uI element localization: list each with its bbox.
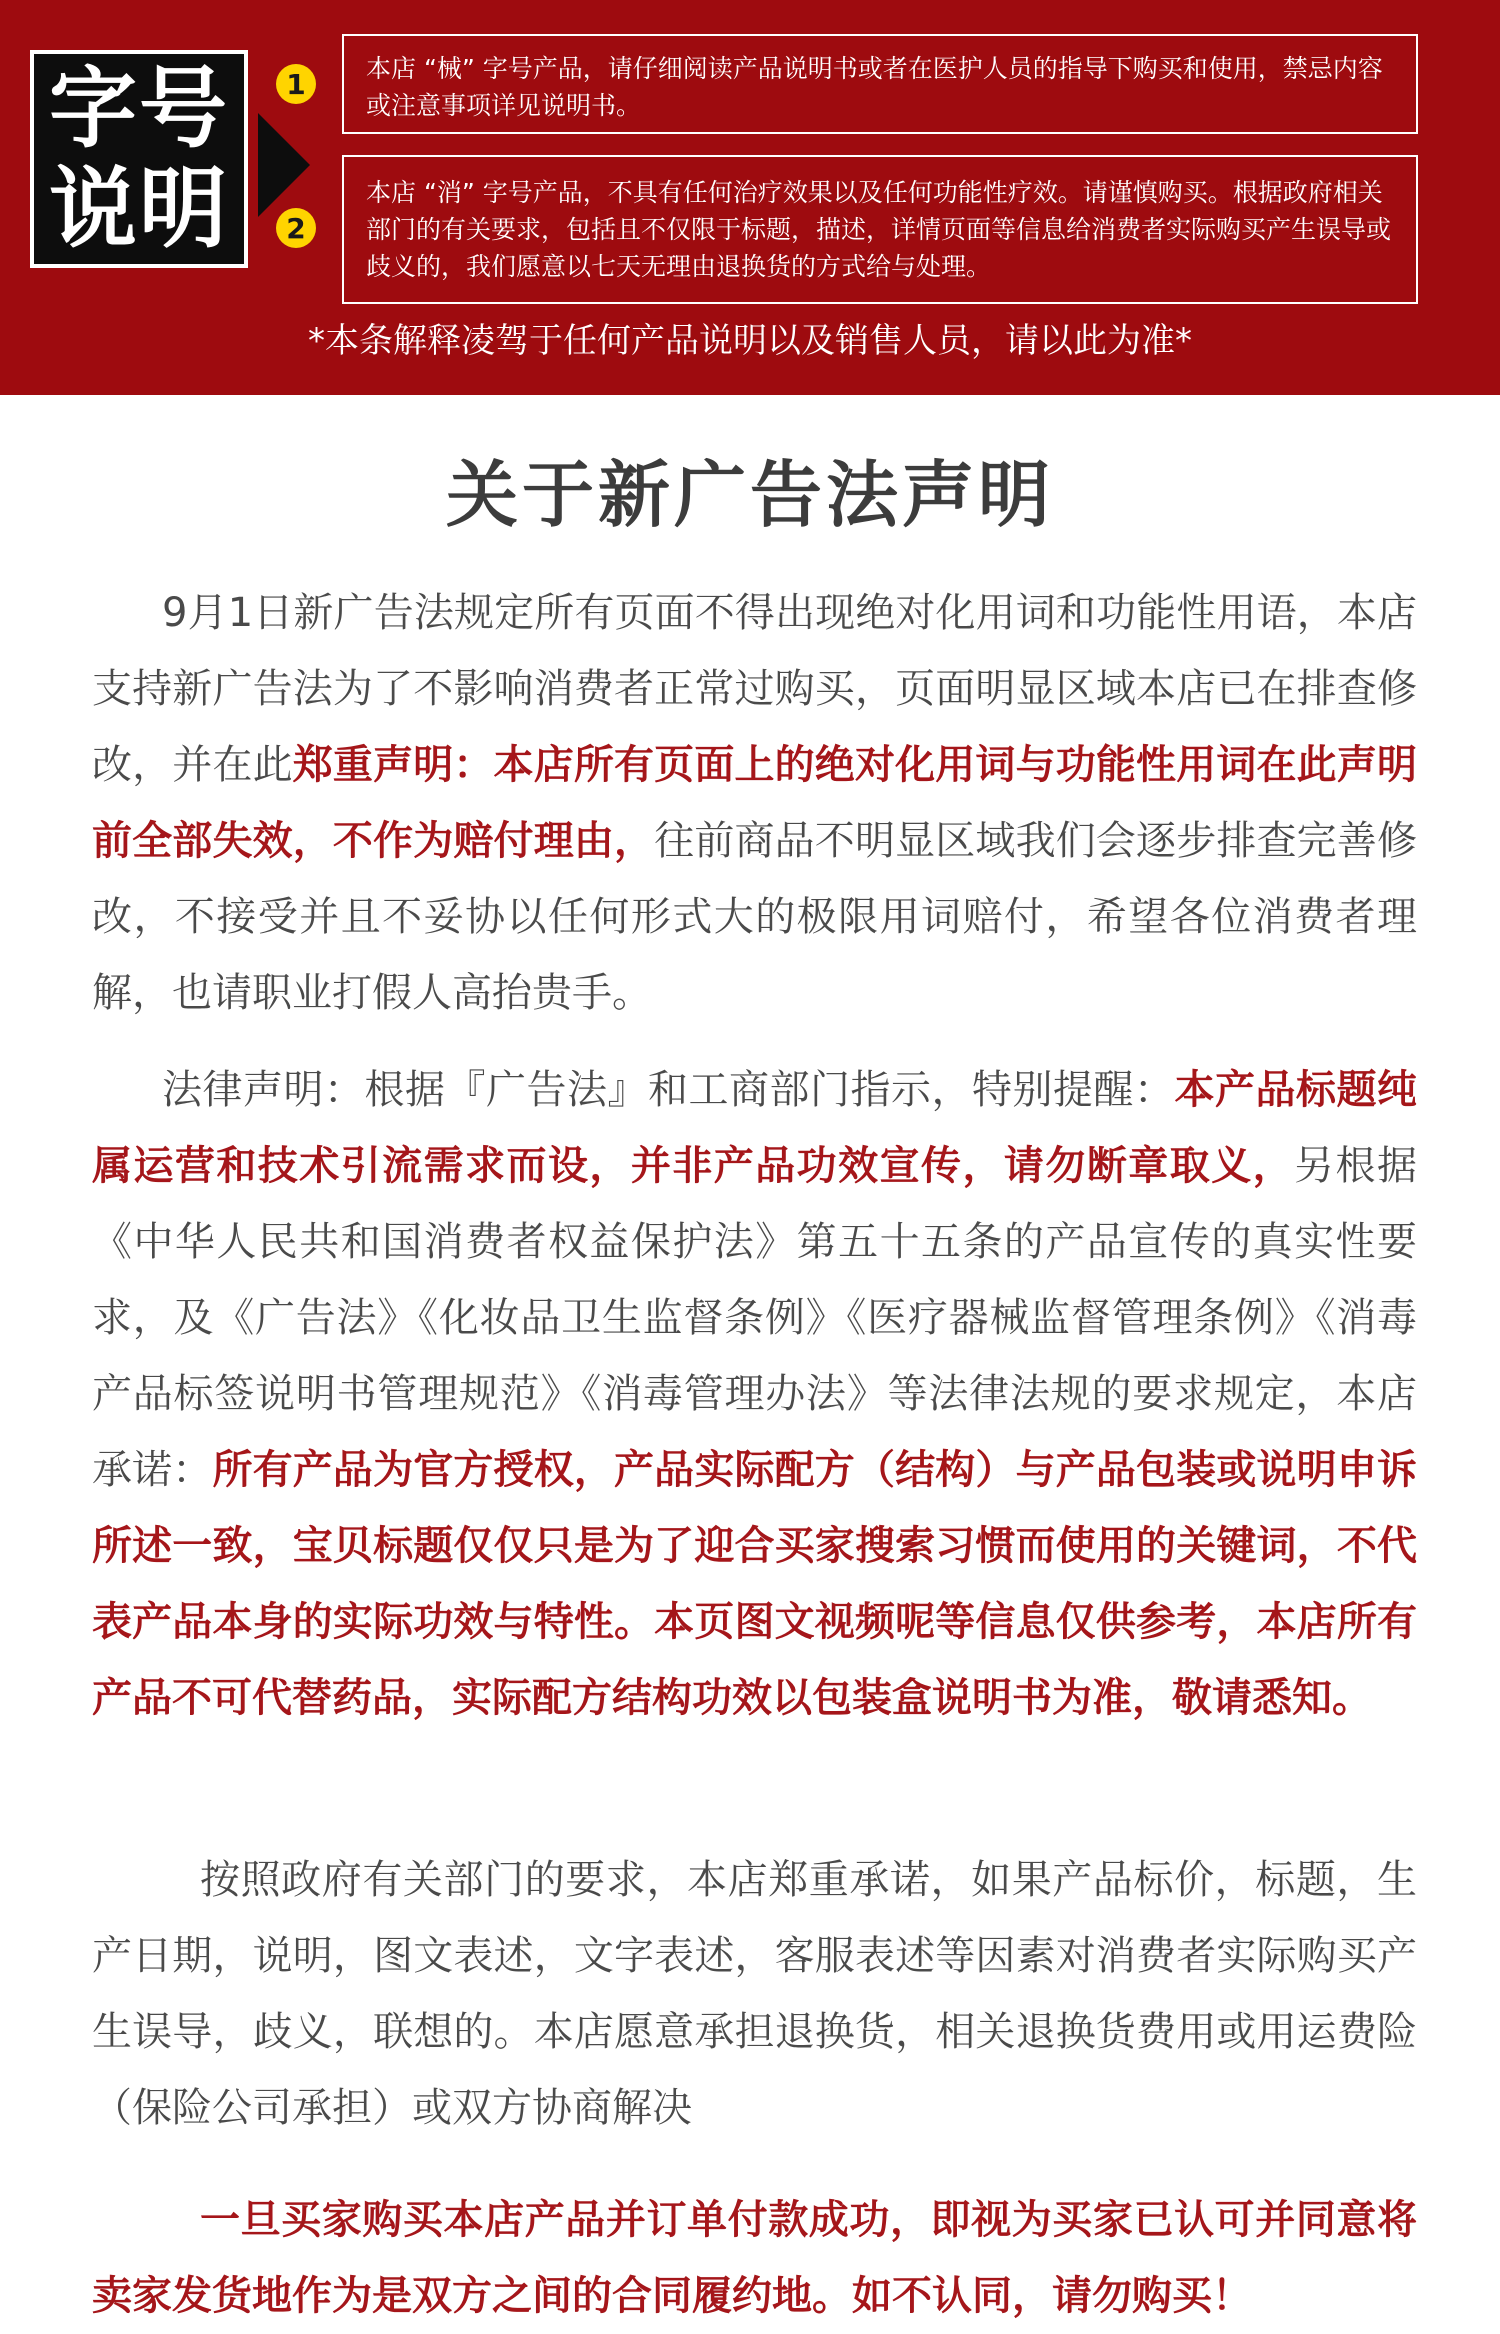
paragraph-1-text-c: 往前商品不明显区域我们会逐步排查完善修改，不接受并且不妥协以任何形式大的极限用词赔付，希望各位消费者理解，也请职业打假人高抬贵手。 bbox=[92, 818, 1417, 1016]
header-footnote: *本条解释凌驾于任何产品说明以及销售人员，请以此为准* bbox=[308, 321, 1192, 361]
paragraph-2-emphasis-2: 所有产品为官方授权，产品实际配方（结构）与产品包装或说明申诉所述一致，宝贝标题仅仅只是为了迎合买家搜索习惯而使用的关键词，不代表产品本身的实际功效与特性。本页图文视频呢等信息仅供参考，本店所有产品不可代替药品，实际配方结构功效以包装盒说明书为准，敬请悉知。 bbox=[92, 1447, 1417, 1721]
paragraph-1-emphasis: 郑重声明：本店所有页面上的绝对化用词与功能性用词在此声明前全部失效，不作为赔付理由， bbox=[92, 742, 1417, 864]
notice-box-1: 本店 “械” 字号产品，请仔细阅读产品说明书或者在医护人员的指导下购买和使用，禁忌内容或注意事项详见说明书。 bbox=[342, 34, 1418, 134]
number-one-icon: 1 bbox=[276, 64, 316, 104]
badge bbox=[30, 50, 248, 268]
paragraph-2 bbox=[92, 1052, 1417, 1736]
badge-line2: 说明 bbox=[48, 157, 229, 260]
paragraph-3: 按照政府有关部门的要求，本店郑重承诺，如果产品标价，标题，生产日期，说明，图文表述，文字表述，客服表述等因素对消费者实际购买产生误导，歧义，联想的。本店愿意承担退换货，相关退换货费用或用运费险（保险公司承担）或双方协商解决 bbox=[92, 1857, 1417, 2131]
paragraph-1-text-a: 9月1日新广告法规定所有页面不得出现绝对化用词和功能性用语，本店支持新广告法为了不影响消费者正常过购买，页面明显区域本店已在排查修改，并在此 bbox=[92, 590, 1417, 788]
page-title: 关于新广告法声明 bbox=[445, 453, 1054, 537]
paragraph-1 bbox=[92, 575, 1417, 1031]
paragraph-2-emphasis-1: 本产品标题纯属运营和技术引流需求而设，并非产品功效宣传，请勿断章取义， bbox=[92, 1067, 1417, 1189]
paragraph-2-text-c: 另根据《中华人民共和国消费者权益保护法》第五十五条的产品宣传的真实性要求，及《广告法》《化妆品卫生监督条例》《医疗器械监督管理条例》《消毒产品标签说明书管理规范》《消毒管理办法》等法律法规的要求规定，本店承诺： bbox=[92, 1143, 1418, 1493]
number-two-icon: 2 bbox=[276, 208, 316, 248]
arrow-right-icon bbox=[258, 113, 310, 217]
notice-box-2: 本店 “消” 字号产品，不具有任何治疗效果以及任何功能性疗效。请谨慎购买。根据政府相关部门的有关要求，包括且不仅限于标题，描述，详情页面等信息给消费者实际购买产生误导或歧义的，我们愿意以七天无理由退换货的方式给与处理。 bbox=[342, 155, 1418, 304]
badge-line1: 字号 bbox=[48, 57, 229, 160]
paragraph-2-text-a: 法律声明：根据『广告法』和工商部门指示，特别提醒： bbox=[162, 1067, 1175, 1113]
header-banner bbox=[0, 0, 1500, 395]
paragraph-4-emphasis: 一旦买家购买本店产品并订单付款成功，即视为买家已认可并同意将卖家发货地作为是双方之间的合同履约地。如不认同，请勿购买！ bbox=[92, 2197, 1417, 2319]
